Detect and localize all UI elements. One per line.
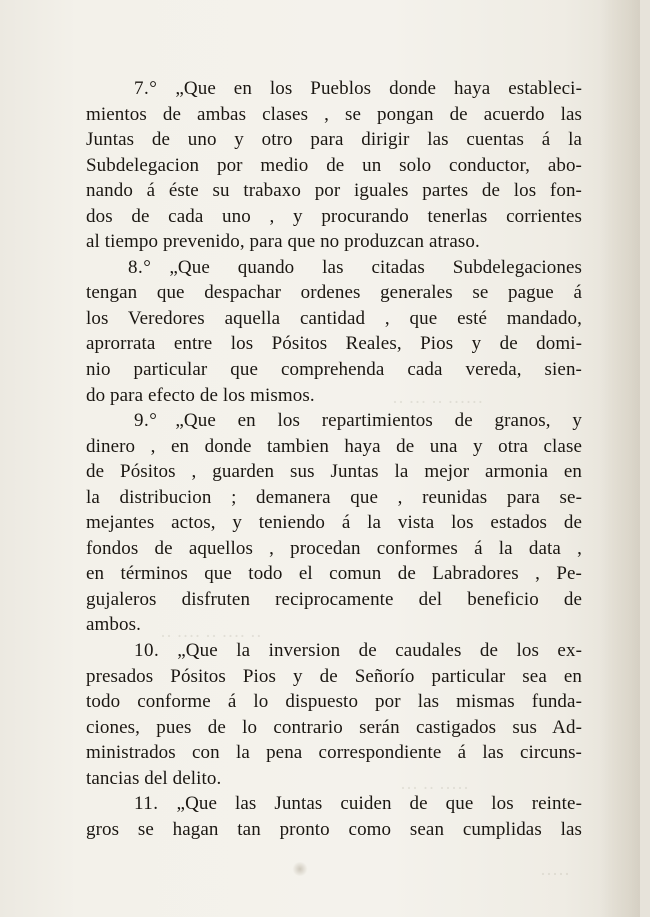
text-line: de Pósitos , guarden sus Juntas la mejor armonia en	[86, 461, 582, 483]
text-line: dinero , en donde tambien haya de una y otra clase	[86, 435, 582, 457]
text-line: la distribucion ; demanera que , reunidas para se-	[86, 486, 582, 508]
text-line: nando á éste su trabaxo por iguales partes de los fon-	[86, 180, 582, 202]
text-line: aprorrata entre los Pósitos Reales, Pios y de domi-	[86, 333, 582, 355]
text-line: Subdelegacion por medio de un solo conductor, abo-	[86, 154, 582, 176]
text-line: gros se hagan tan pronto como sean cumplidas las	[86, 818, 582, 840]
text-line: al tiempo prevenido, para que no produzcan atraso.	[86, 231, 480, 253]
text-line: ciones, pues de lo contrario serán castigados sus Ad-	[86, 716, 582, 738]
article-11	[86, 791, 582, 842]
article-number: 7.°	[134, 78, 158, 99]
text-line: dos de cada uno , y procurando tenerlas corrientes	[86, 205, 582, 227]
text-line: tancias del delito.	[86, 767, 222, 789]
text-line: Juntas de uno y otro para dirigir las cuentas á la	[86, 129, 582, 151]
text-line: 9.° „Que en los repartimientos de granos, y	[134, 410, 582, 432]
text-line: tengan que despachar ordenes generales se pague á	[86, 282, 582, 304]
bleed-through-text: ·· ··· ·· ······	[392, 392, 484, 412]
article-number: 9.°	[134, 410, 158, 432]
text-line: 10. „Que la inversion de caudales de los ex-	[134, 640, 582, 662]
text-line: presados Pósitos Pios y de Señorío particular sea en	[86, 665, 582, 687]
text-line: ministrados con la pena correspondiente á las circuns-	[86, 742, 582, 764]
text-line: nio particular que comprehenda cada vereda, sien-	[86, 359, 582, 381]
bleed-through-text: ·· ···· ·· ···· ··	[160, 626, 262, 646]
article-number: 8.°	[128, 256, 152, 278]
text-line: 8.° „Que quando las citadas Subdelegaciones	[128, 256, 582, 278]
bleed-through-text: ··· ·· ·····	[400, 778, 469, 798]
article-8	[86, 255, 582, 408]
text-line: do para efecto de los mismos.	[86, 384, 315, 406]
text-line: 11. „Que las Juntas cuiden de que los reinte-	[134, 793, 582, 815]
text-line: los Veredores aquella cantidad , que esté mandado,	[86, 307, 582, 329]
page-edge-shadow	[600, 0, 640, 917]
article-number: 11.	[134, 793, 159, 815]
text-line: en términos que todo el comun de Labradores , Pe-	[86, 563, 582, 585]
bleed-through-text: ·····	[540, 864, 570, 884]
text-line: mejantes actos, y teniendo á la vista los estados de	[86, 512, 582, 534]
text-line: fondos de aquellos , procedan conformes á la data ,	[86, 537, 582, 559]
article-9	[86, 408, 582, 638]
article-number: 10.	[134, 640, 160, 662]
article-7	[86, 76, 582, 255]
text-line: ambos.	[86, 614, 141, 636]
document-body	[86, 76, 582, 842]
ink-smudge	[292, 862, 308, 876]
text-line: gujaleros disfruten reciprocamente del beneficio de	[86, 588, 582, 610]
article-10	[86, 638, 582, 791]
text-line: mientos de ambas clases , se pongan de acuerdo las	[86, 103, 582, 125]
text-line: todo conforme á lo dispuesto por las mismas funda-	[86, 691, 582, 713]
text-line: 7.° „Que en los Pueblos donde haya estableci-	[134, 78, 582, 99]
